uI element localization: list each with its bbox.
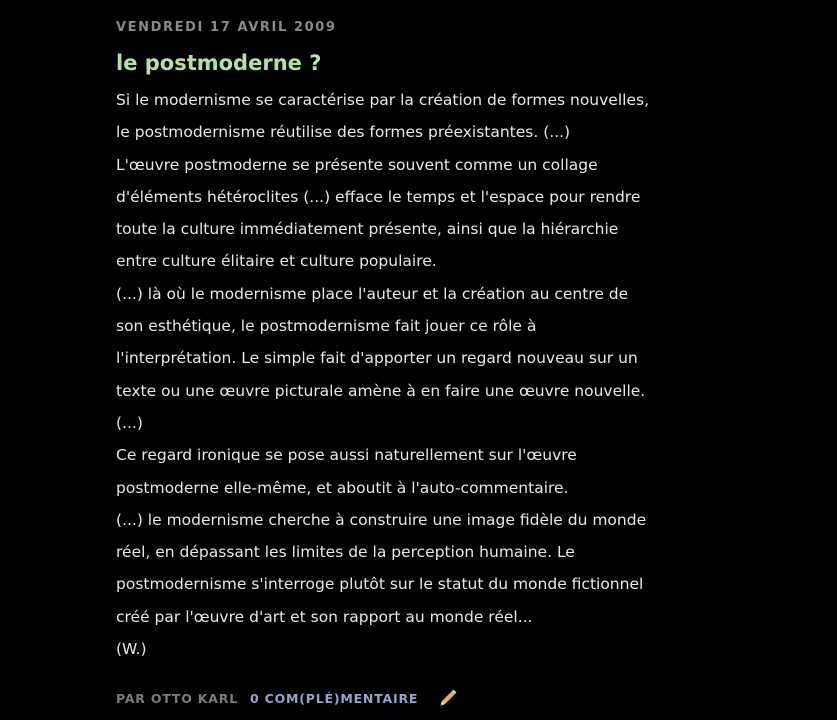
post-body-line: Ce regard ironique se pose aussi naturellement sur l'œuvre [116,446,577,465]
pencil-icon[interactable] [436,688,458,710]
post-body-line: postmoderne elle-même, et aboutit à l'auto-commentaire. [116,478,569,497]
post-body-line: son esthétique, le postmodernisme fait jouer ce rôle à [116,317,537,336]
post-body-line: (...) le modernisme cherche à construire une image fidèle du monde [116,510,647,529]
pencil-icon-graphic [436,688,458,710]
blog-post [116,18,816,665]
post-body-line: Si le modernisme se caractérise par la création de formes nouvelles, [116,91,649,109]
post-body-line: toute la culture immédiatement présente, ainsi que la hiérarchie [116,220,619,239]
post-body-line: postmodernisme s'interroge plutôt sur le statut du monde fictionnel [116,575,644,594]
post-footer [116,688,458,710]
post-body-line: entre culture élitaire et culture populaire. [116,252,437,271]
post-body-line: d'éléments hétéroclites (...) efface le temps et l'espace pour rendre [116,187,641,206]
post-body-line: L'œuvre postmoderne se présente souvent comme un collage [116,155,598,174]
post-body-line: (W.) [116,640,147,659]
post-body-line: l'interprétation. Le simple fait d'apporter un regard nouveau sur un [116,349,638,368]
post-body-line: texte ou une œuvre picturale amène à en faire une œuvre nouvelle. [116,381,646,400]
post-title[interactable]: le postmoderne ? [116,51,322,75]
date-header: VENDREDI 17 AVRIL 2009 [116,20,337,35]
post-body-line: (...) là où le modernisme place l'auteur et la création au centre de [116,284,629,303]
post-body-line: créé par l'œuvre d'art et son rapport au monde réel... [116,607,533,626]
comments-link[interactable]: 0 COM(PLÉ)MENTAIRE [249,691,419,706]
post-body-line: (...) [116,413,143,432]
post-body-line: le postmodernisme réutilise des formes préexistantes. (...) [116,123,571,142]
post-body [116,84,816,665]
post-author: PAR OTTO KARL [116,691,238,706]
post-body-line: réel, en dépassant les limites de la perception humaine. Le [116,543,575,562]
